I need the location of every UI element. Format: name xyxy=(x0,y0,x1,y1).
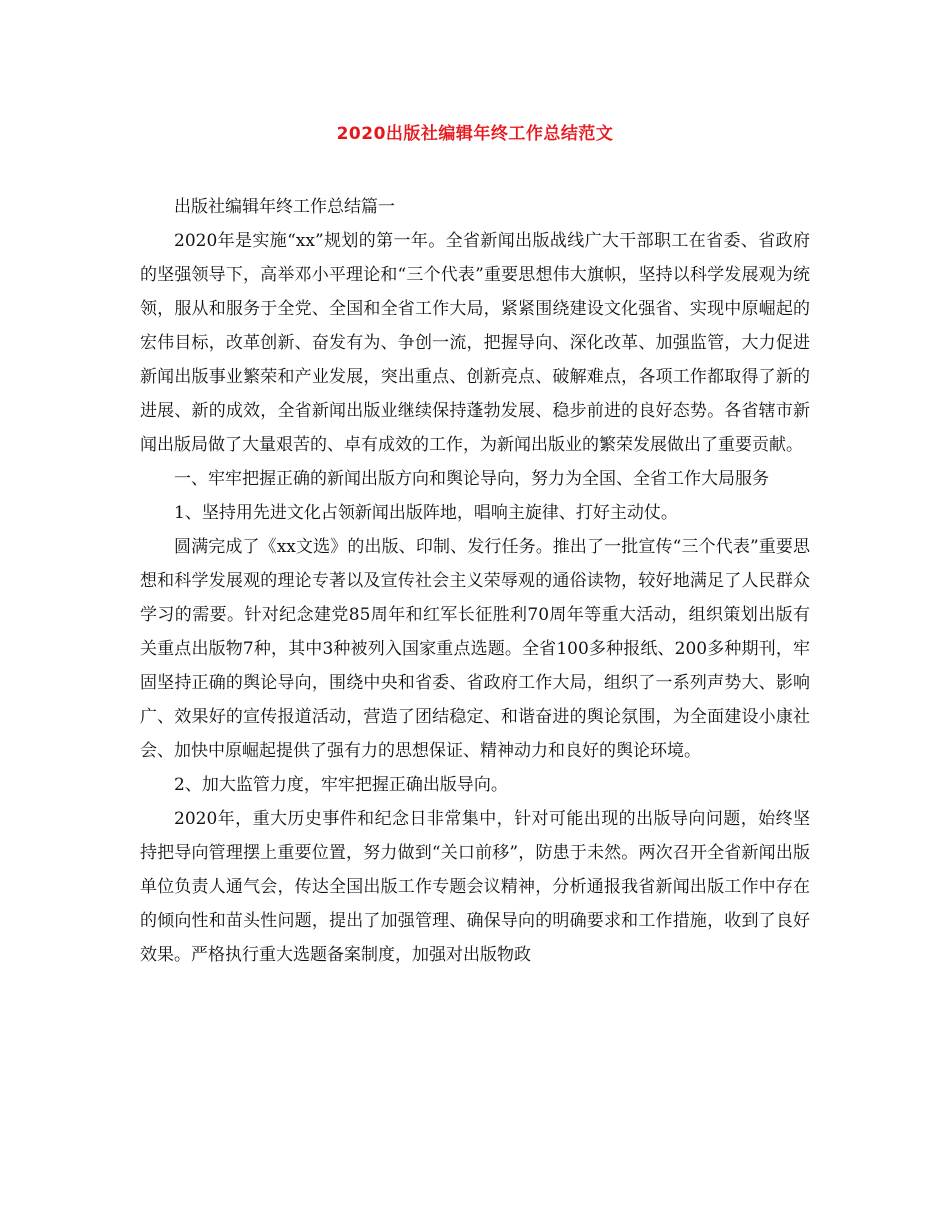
document-title: 2020出版社编辑年终工作总结范文 xyxy=(336,124,614,144)
section-heading: 出版社编辑年终工作总结篇一 xyxy=(174,197,395,217)
document-body xyxy=(140,190,810,972)
numbered-point: 2、加大监管力度，牢牢把握正确出版导向。 xyxy=(174,775,508,795)
numbered-point: 1、坚持用先进文化占领新闻出版阵地，唱响主旋律、打好主动仗。 xyxy=(174,503,678,523)
subsection-heading: 一、牢牢把握正确的新闻出版方向和舆论导向，努力为全国、全省工作大局服务 xyxy=(174,469,769,489)
body-paragraph: 圆满完成了《xx文选》的出版、印制、发行任务。推出了一批宣传“三个代表”重要思想和科学发展观的理论专著以及宣传社会主义荣辱观的通俗读物，较好地满足了人民群众学习的需要。针对纪念建党85周年和红军长征胜利70周年等重大活动，组织策划出版有关重点出版物7种，其中3种被列入国家重点选题。全省100多种报纸、200多种期刊，牢固坚持正确的舆论导向，围绕中央和省委、省政府工作大局，组织了一系列声势大、影响广、效果好的宣传报道活动，营造了团结稳定、和谐奋进的舆论氛围，为全面建设小康社会、加快中原崛起提供了强有力的思想保证、精神动力和良好的舆论环境。 xyxy=(140,537,810,761)
body-paragraph: 2020年，重大历史事件和纪念日非常集中，针对可能出现的出版导向问题，始终坚持把导向管理摆上重要位置，努力做到“关口前移”，防患于未然。两次召开全省新闻出版单位负责人通气会，传达全国出版工作专题会议精神，分析通报我省新闻出版工作中存在的倾向性和苗头性问题，提出了加强管理、确保导向的明确要求和工作措施，收到了良好效果。严格执行重大选题备案制度，加强对出版物政 xyxy=(140,809,810,965)
body-paragraph: 2020年是实施“xx”规划的第一年。全省新闻出版战线广大干部职工在省委、省政府的坚强领导下，高举邓小平理论和“三个代表”重要思想伟大旗帜，坚持以科学发展观为统领，服从和服务于全党、全国和全省工作大局，紧紧围绕建设文化强省、实现中原崛起的宏伟目标，改革创新、奋发有为、争创一流，把握导向、深化改革、加强监管，大力促进新闻出版事业繁荣和产业发展，突出重点、创新亮点、破解难点，各项工作都取得了新的进展、新的成效，全省新闻出版业继续保持蓬勃发展、稳步前进的良好态势。各省辖市新闻出版局做了大量艰苦的、卓有成效的工作，为新闻出版业的繁荣发展做出了重要贡献。 xyxy=(140,231,810,455)
